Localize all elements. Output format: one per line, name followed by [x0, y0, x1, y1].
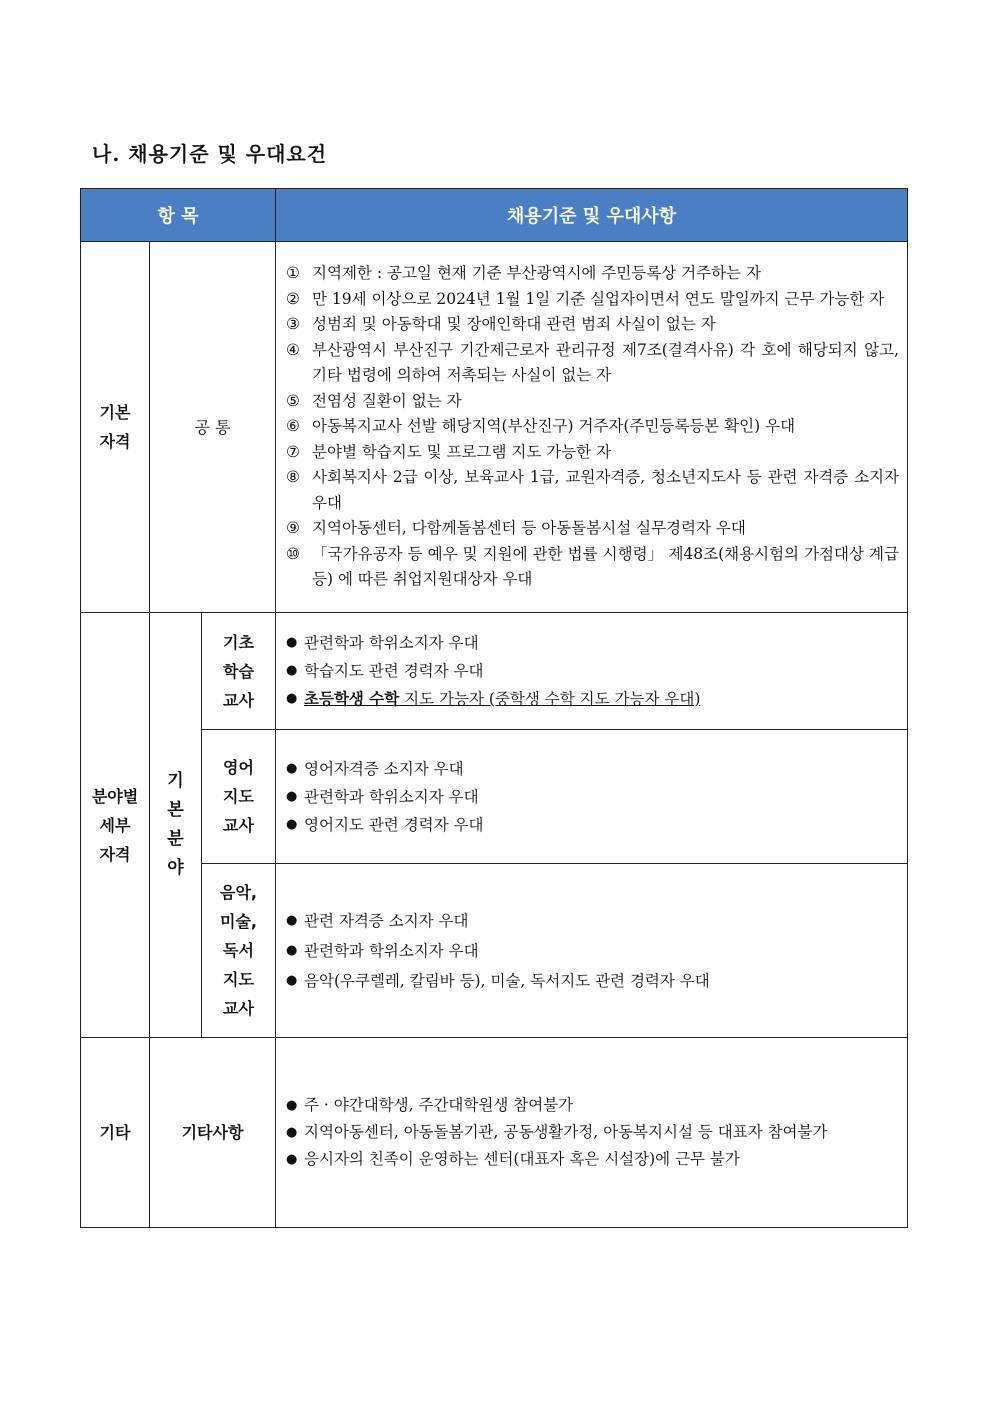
item-text: 전염성 질환이 없는 자	[312, 391, 462, 410]
basic-item	[286, 287, 899, 313]
item-number: ⑩	[286, 544, 300, 563]
basic-item	[286, 516, 899, 542]
bullet-icon: ●	[286, 788, 298, 804]
field-row-label: 기초 학습 교사	[202, 613, 276, 730]
basic-item	[286, 389, 899, 415]
field-row-content	[276, 864, 908, 1038]
item-number: ④	[286, 340, 300, 359]
list-item: ● 음악(우쿠렐레, 칼림바 등), 미술, 독서지도 관련 경력자 우대	[286, 966, 907, 996]
field-row-label: 음악, 미술, 독서 지도 교사	[202, 864, 276, 1038]
list-item: ● 관련 자격증 소지자 우대	[286, 906, 907, 936]
basic-items	[276, 242, 908, 613]
basic-item	[286, 261, 899, 287]
item-number: ⑦	[286, 442, 300, 461]
bullet-icon: ●	[286, 760, 298, 776]
basic-item	[286, 542, 899, 593]
field-row-content	[276, 613, 908, 730]
basic-item	[286, 440, 899, 466]
item-text: 만 19세 이상으로 2024년 1월 1일 기준 실업자이면서 연도 말일까지 근무 가능한 자	[312, 289, 885, 308]
item-number: ③	[286, 315, 300, 334]
basic-item	[286, 465, 899, 516]
list-item: ● 학습지도 관련 경력자 우대	[286, 657, 907, 685]
basic-item-list	[286, 261, 899, 593]
bullet-icon: ●	[286, 1098, 298, 1113]
item-text: 사회복지사 2급 이상, 보육교사 1급, 교원자격증, 청소년지도사 등 관련 자격증 소지자 우대	[312, 468, 899, 512]
item-number: ①	[286, 264, 300, 283]
basic-item	[286, 312, 899, 338]
item-text: 분야별 학습지도 및 프로그램 지도 가능한 자	[312, 442, 612, 461]
bullet-icon: ●	[286, 691, 298, 706]
bullet-icon: ●	[286, 942, 298, 958]
item-text: 지역아동센터, 다함께돌봄센터 등 아동돌봄시설 실무경력자 우대	[312, 519, 746, 538]
item-number: ⑧	[286, 468, 300, 487]
list-item: ● 관련학과 학위소지자 우대	[286, 936, 907, 966]
criteria-table	[80, 188, 908, 1228]
item-text: 부산광역시 부산진구 기간제근로자 관리규정 제7조(결격사유) 각 호에 해당되지 않고, 기타 법령에 의하여 저촉되는 사실이 없는 자	[312, 340, 899, 385]
field-category: 분야별 세부 자격	[81, 613, 150, 1038]
bullet-list-arts	[276, 906, 907, 996]
basic-sub: 공 통	[150, 242, 276, 613]
bullet-icon: ●	[286, 1152, 298, 1167]
item-text: 성범죄 및 아동학대 및 장애인학대 관련 범죄 사실이 없는 자	[312, 315, 716, 334]
list-item: ● 응시자의 친족이 운영하는 센터(대표자 혹은 시설장)에 근무 불가	[286, 1146, 907, 1173]
list-item: ● 지역아동센터, 아동돌봄기관, 공동생활가정, 아동복지시설 등 대표자 참여불가	[286, 1119, 907, 1146]
bullet-list-other	[276, 1092, 907, 1173]
bullet-icon: ●	[286, 912, 298, 928]
item-text: 「국가유공자 등 예우 및 지원에 관한 법률 시행령」 제48조(채용시험의 가점대상 계급 등) 에 따른 취업지원대상자 우대	[312, 544, 899, 589]
list-item: ● 영어자격증 소지자 우대	[286, 755, 907, 783]
list-item: ● 관련학과 학위소지자 우대	[286, 629, 907, 657]
item-text: 지역제한 : 공고일 현재 기준 부산광역시에 주민등록상 거주하는 자	[312, 264, 761, 283]
item-text: 아동복지교사 선발 해당지역(부산진구) 거주자(주민등록등본 확인) 우대	[312, 417, 796, 436]
field-sub: 기 본 분 야	[150, 613, 202, 1038]
other-sub: 기타사항	[150, 1038, 276, 1228]
list-item: ● 관련학과 학위소지자 우대	[286, 783, 907, 811]
bullet-list-basic-learning	[276, 629, 907, 713]
basic-category: 기본 자격	[81, 242, 150, 613]
section-heading: 나. 채용기준 및 우대요건	[92, 142, 328, 166]
bullet-icon: ●	[286, 972, 298, 988]
basic-item	[286, 338, 899, 389]
field-row-content	[276, 730, 908, 864]
bullet-icon: ●	[286, 663, 298, 678]
list-item	[286, 685, 907, 713]
list-item: ● 주 · 야간대학생, 주간대학원생 참여불가	[286, 1092, 907, 1119]
field-row-label: 영어 지도 교사	[202, 730, 276, 864]
other-content	[276, 1038, 908, 1228]
item-number: ②	[286, 289, 300, 308]
bullet-icon: ●	[286, 635, 298, 650]
item-number: ⑥	[286, 417, 300, 436]
other-category: 기타	[81, 1038, 150, 1228]
list-item: ● 영어지도 관련 경력자 우대	[286, 811, 907, 839]
header-item: 항 목	[81, 189, 276, 242]
header-criteria: 채용기준 및 우대사항	[276, 189, 908, 242]
item-number: ⑤	[286, 391, 300, 410]
underlined-text: 초등학생 수학 지도 가능자 (중학생 수학 지도 가능자 우대)	[304, 689, 701, 708]
basic-item	[286, 414, 899, 440]
bullet-icon: ●	[286, 816, 298, 832]
item-number: ⑨	[286, 519, 300, 538]
bullet-list-english	[276, 755, 907, 839]
bullet-icon: ●	[286, 1125, 298, 1140]
